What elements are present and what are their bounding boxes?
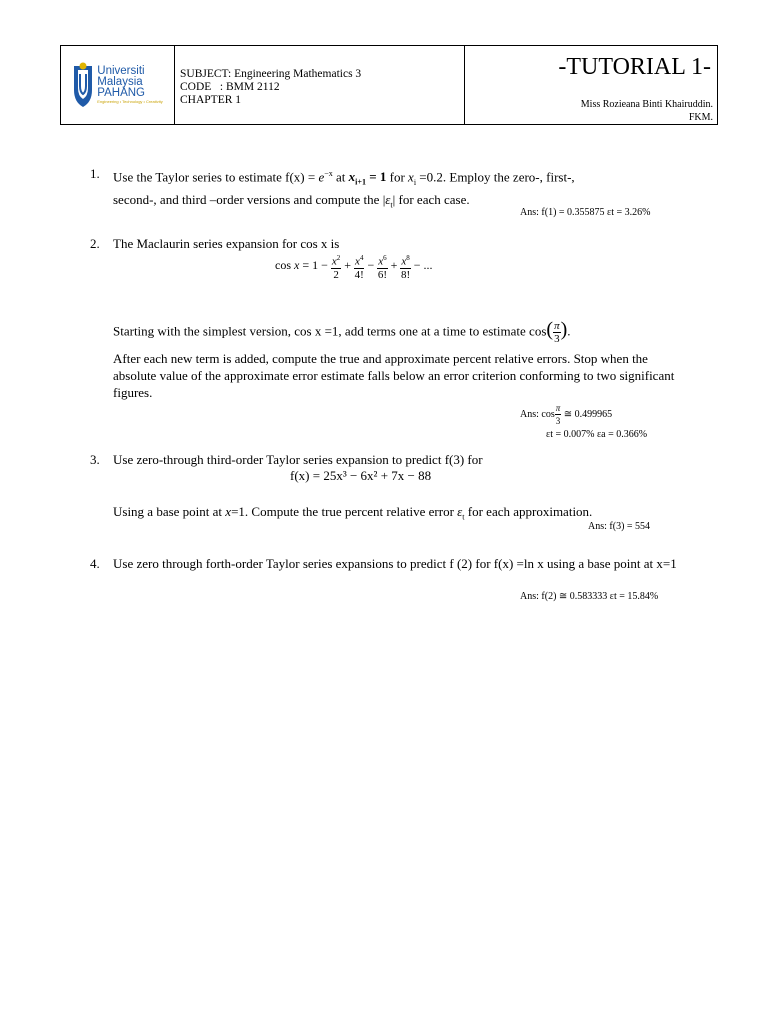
q4-answer: Ans: f(2) ≅ 0.583333 εt = 15.84% xyxy=(520,591,659,602)
q3-answer: Ans: f(3) = 554 xyxy=(588,521,651,532)
university-logo xyxy=(72,62,162,108)
question-2-part-3 xyxy=(90,350,690,401)
logo-line-2: Malaysia xyxy=(97,76,143,88)
q1-answer: Ans: f(1) = 0.355875 εt = 3.26% xyxy=(520,207,651,218)
logo-tagline: Engineering • Technology • Creativity xyxy=(97,99,163,104)
lecturer-info xyxy=(581,98,713,124)
tutorial-cell xyxy=(465,46,717,124)
q2-answer-1: Ans: cos $\frac{\pi}{3}$ ≅ 0.499965 xyxy=(520,403,613,426)
q3-text-1: Use zero-through third-order Taylor series expansion to predict f(3) for xyxy=(113,452,483,467)
q2-text-2: Starting with the simplest version, cos x =1, add terms one at a time to estimate xyxy=(113,323,530,339)
maclaurin-equation: cos x = 1 − $\frac{x^2}{2}$ + $\frac{x^4}{4!}$ − $\frac{x^6}{6!}$ + $\frac{x^8}{8!}$ − ... xyxy=(275,254,433,281)
subject-cell xyxy=(175,46,465,124)
question-number: 2. xyxy=(90,236,100,251)
question-number: 3. xyxy=(90,452,100,467)
lecturer-name: Miss Rozieana Binti Khairuddin. xyxy=(580,99,713,110)
question-1: 1. Use the Taylor series to estimate $f(x) = e^{-x}$ at $x_{i+1} = 1$ for $x_i =0.2$. Employ the zero-, first-, second-, and third –order versions and compute the $|\varepsilon_t|$ for each case. xyxy=(90,166,575,210)
tutorial-title: -TUTORIAL 1- xyxy=(558,54,711,80)
q2-text-3: After each new term is added, compute the true and approximate percent relative errors. Stop when the absolute value of the approximate error estimate falls below an error criterion conforming to two significant figures. xyxy=(113,351,675,400)
question-3-part-2: Using a base point at x=1. Compute the true percent relative error $\varepsilon_t$ for each approximation. xyxy=(113,504,593,522)
faculty-name: FKM. xyxy=(688,112,713,123)
question-number: 1. xyxy=(90,166,100,181)
q4-text-1: Use zero through forth-order Taylor series expansions to predict f (2) for f(x) =ln x using a base point at x=1 xyxy=(113,556,677,571)
logo-line-3: PAHANG xyxy=(97,87,145,99)
question-3 xyxy=(90,451,690,468)
code-text: CODE : BMM 2112 xyxy=(180,81,280,93)
q1-text-1: Use the Taylor series to estimate xyxy=(113,169,286,185)
question-2-part-2: Starting with the simplest version, cos x =1, add terms one at a time to estimate cos( $\frac{\pi}{3}$ ). xyxy=(113,318,571,345)
q1-text-2: =0.2. Employ the zero-, first-, xyxy=(419,169,575,185)
logo-line-1: Universiti xyxy=(97,65,145,77)
q1-text-3: second-, and third –order versions and compute the xyxy=(113,191,383,207)
q2-answer-2: εt = 0.007% εa = 0.366% xyxy=(546,429,648,440)
shield-icon xyxy=(72,62,94,108)
question-2 xyxy=(90,235,690,252)
q2-text-1: The Maclaurin series expansion for cos x is xyxy=(113,236,340,251)
chapter-text: CHAPTER 1 xyxy=(180,94,242,106)
header-table xyxy=(60,45,718,125)
polynomial-equation: f(x) = 25x³ − 6x² + 7x − 88 xyxy=(290,468,432,483)
q1-text-4: for each case. xyxy=(395,191,470,207)
logo-cell xyxy=(61,46,175,124)
q1-fx: f(x) = xyxy=(285,169,319,185)
subject-text: SUBJECT: Engineering Mathematics 3 xyxy=(180,68,362,80)
question-4 xyxy=(90,555,690,572)
question-number: 4. xyxy=(90,556,100,571)
